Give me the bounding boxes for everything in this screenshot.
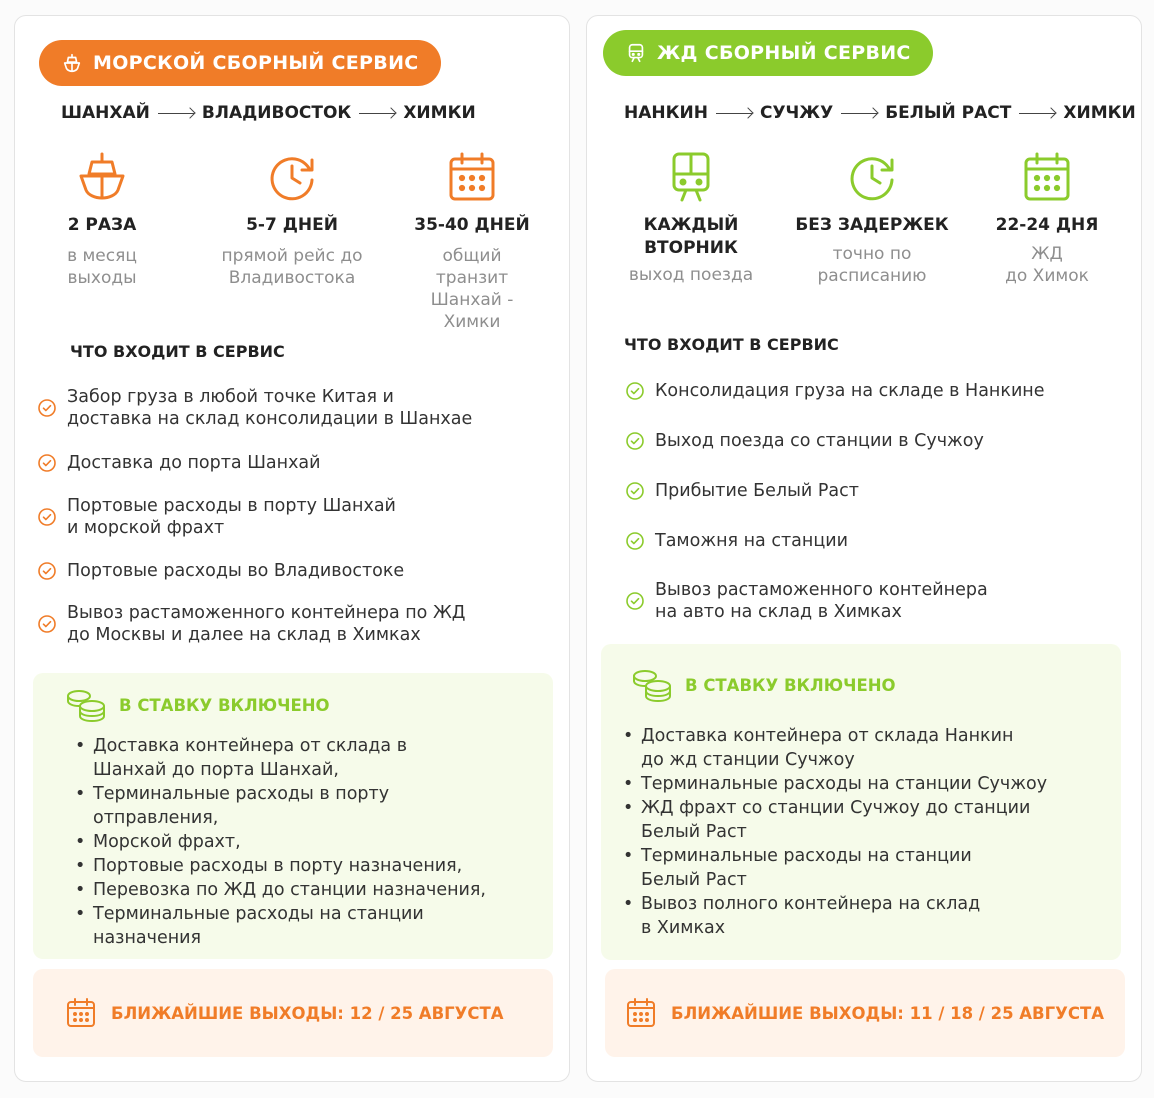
rail-service-title-pill (603, 30, 933, 76)
service-item: Выход поезда со станции в Сучжоу (625, 430, 984, 452)
calendar-icon (625, 997, 657, 1029)
included-item: • Терминальные расходы на станции Сучжоу (621, 772, 1121, 796)
included-title: В СТАВКУ ВКЛЮЧЕНО (65, 688, 330, 722)
included-item: • Терминальные расходы в порту отправления, (73, 782, 543, 830)
route-point: СУЧЖУ (759, 103, 834, 123)
stat-caption: ЖД до Химок (1005, 244, 1089, 286)
stat-value: 2 РАЗА (67, 215, 137, 235)
route-point: ХИМКИ (1063, 103, 1136, 123)
stat-value: 22-24 ДНЯ (995, 215, 1099, 235)
sea-service-title: МОРСКОЙ СБОРНЫЙ СЕРВИС (93, 52, 419, 74)
departures-box (605, 969, 1125, 1057)
service-item: Таможня на станции (625, 530, 848, 552)
service-item: Портовые расходы во Владивостоке (37, 560, 404, 582)
service-item: Прибытие Белый Раст (625, 480, 859, 502)
check-circle-icon (625, 591, 645, 611)
check-circle-icon (625, 531, 645, 551)
stat-value: БЕЗ ЗАДЕРЖЕК (795, 215, 949, 235)
included-item: • Морской фрахт, (73, 830, 543, 854)
stat-caption: общий транзит Шанхай - Химки (430, 246, 514, 332)
clock-icon (265, 150, 319, 204)
stat-punctuality (787, 150, 957, 287)
service-item: Вывоз растаможенного контейнера по ЖД до Москвы и далее на склад в Химках (37, 602, 465, 646)
ship-icon (61, 52, 83, 74)
included-item: • Доставка контейнера от склада Нанкин до жд станции Сучжоу (621, 724, 1121, 772)
sea-route (61, 103, 476, 123)
arrow-right-icon (158, 113, 194, 114)
arrow-right-icon (1019, 113, 1055, 114)
service-section-title: ЧТО ВХОДИТ В СЕРВИС (624, 335, 839, 354)
stat-caption: точно по расписанию (817, 244, 927, 286)
included-item: • ЖД фрахт со станции Сучжоу до станции Белый Раст (621, 796, 1121, 844)
sea-service-card (14, 15, 570, 1082)
coins-icon (65, 688, 107, 722)
included-item: • Вывоз полного контейнера на склад в Химках (621, 892, 1121, 940)
service-item: Вывоз растаможенного контейнера на авто на склад в Химках (625, 579, 988, 623)
check-circle-icon (37, 453, 57, 473)
ship-icon (75, 150, 129, 204)
check-circle-icon (625, 431, 645, 451)
train-icon (664, 150, 718, 204)
departures-text: БЛИЖАЙШИЕ ВЫХОДЫ: 11 / 18 / 25 АВГУСТА (671, 1003, 1105, 1023)
service-item: Забор груза в любой точке Китая и доставка на склад консолидации в Шанхае (37, 386, 472, 430)
check-circle-icon (37, 614, 57, 634)
check-circle-icon (37, 398, 57, 418)
check-circle-icon (37, 507, 57, 527)
service-item: Доставка до порта Шанхай (37, 452, 321, 474)
arrow-right-icon (359, 113, 395, 114)
route-point: БЕЛЫЙ РАСТ (885, 103, 1012, 123)
stat-frequency (611, 150, 771, 286)
included-list (621, 724, 1121, 940)
stat-transit-total (977, 150, 1117, 287)
included-title: В СТАВКУ ВКЛЮЧЕНО (631, 668, 896, 702)
included-item: • Терминальные расходы на станции назначения (73, 902, 543, 950)
rail-service-card (586, 15, 1142, 1082)
calendar-icon (1020, 150, 1074, 204)
check-circle-icon (625, 481, 645, 501)
rail-service-title: ЖД СБОРНЫЙ СЕРВИС (657, 42, 911, 64)
check-circle-icon (625, 381, 645, 401)
stat-value: КАЖДЫЙ ВТОРНИК (643, 215, 739, 258)
included-item: • Терминальные расходы на станции Белый Раст (621, 844, 1121, 892)
train-icon (625, 42, 647, 64)
calendar-icon (445, 150, 499, 204)
stat-frequency (37, 150, 167, 289)
calendar-icon (65, 997, 97, 1029)
stat-value: 35-40 ДНЕЙ (414, 215, 530, 235)
stat-value: 5-7 ДНЕЙ (246, 215, 338, 235)
arrow-right-icon (841, 113, 877, 114)
included-list (73, 734, 543, 950)
stat-caption: в месяц выходы (67, 246, 137, 288)
check-circle-icon (37, 561, 57, 581)
rail-route (624, 103, 1136, 123)
stat-caption: выход поезда (628, 265, 754, 285)
route-point: ХИМКИ (403, 103, 476, 123)
arrow-right-icon (716, 113, 752, 114)
stat-caption: прямой рейс до Владивостока (221, 246, 363, 288)
stat-transit-total (407, 150, 537, 333)
route-point: НАНКИН (624, 103, 708, 123)
stat-transit-direct (197, 150, 387, 289)
route-point: ШАНХАЙ (61, 103, 150, 123)
service-item: Портовые расходы в порту Шанхай и морской фрахт (37, 495, 396, 539)
departures-box (33, 969, 553, 1057)
sea-service-title-pill (39, 40, 441, 86)
clock-icon (845, 150, 899, 204)
route-point: ВЛАДИВОСТОК (201, 103, 352, 123)
included-item: • Портовые расходы в порту назначения, (73, 854, 543, 878)
service-item: Консолидация груза на складе в Нанкине (625, 380, 1045, 402)
service-section-title: ЧТО ВХОДИТ В СЕРВИС (70, 342, 285, 361)
included-item: • Перевозка по ЖД до станции назначения, (73, 878, 543, 902)
coins-icon (631, 668, 673, 702)
departures-text: БЛИЖАЙШИЕ ВЫХОДЫ: 12 / 25 АВГУСТА (111, 1003, 504, 1023)
included-item: • Доставка контейнера от склада в Шанхай до порта Шанхай, (73, 734, 543, 782)
